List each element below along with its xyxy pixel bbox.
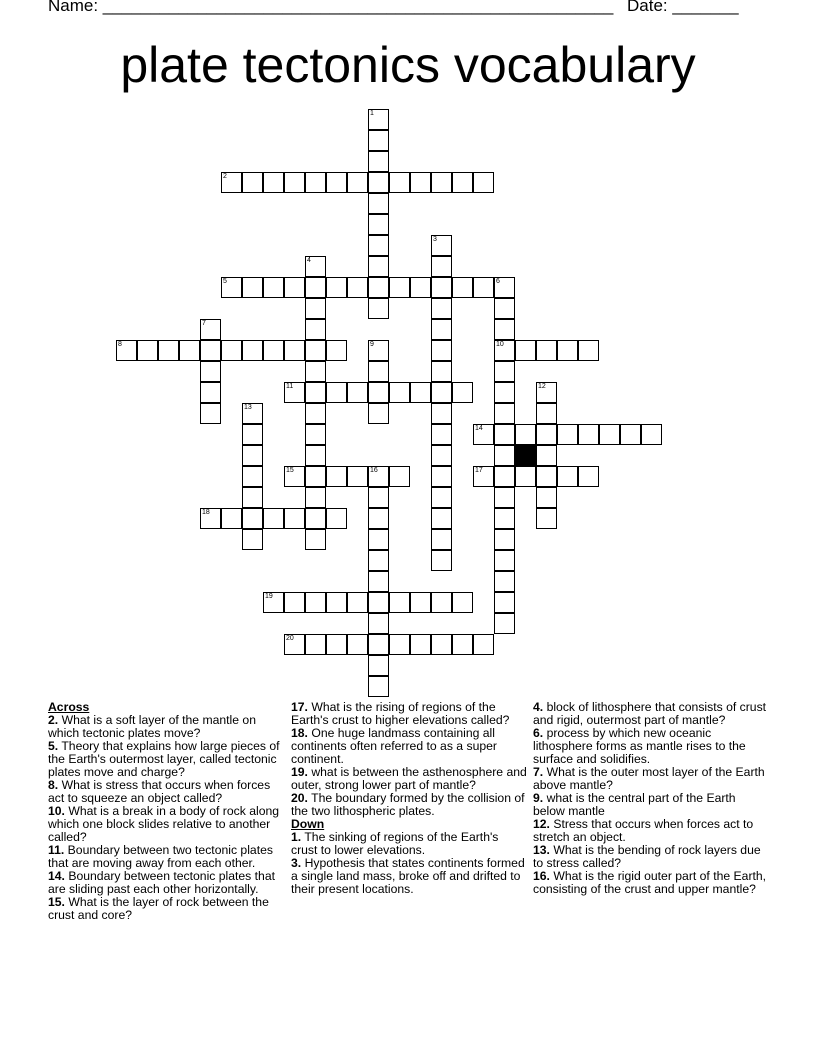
grid-cell[interactable] [452, 634, 473, 655]
grid-cell[interactable] [368, 403, 389, 424]
clue-number: 6. [533, 726, 544, 740]
grid-cell[interactable] [431, 382, 452, 403]
grid-cell[interactable] [578, 340, 599, 361]
grid-cell[interactable] [305, 277, 326, 298]
grid-cell[interactable] [641, 424, 662, 445]
grid-cell[interactable] [494, 340, 515, 361]
grid-cell[interactable] [242, 445, 263, 466]
grid-cell[interactable] [242, 529, 263, 550]
clue-number: 13. [533, 843, 550, 857]
clue-number: 20. [291, 791, 308, 805]
grid-cell[interactable] [326, 382, 347, 403]
grid-cell[interactable] [242, 340, 263, 361]
grid-cell[interactable] [221, 172, 242, 193]
grid-cell[interactable] [494, 487, 515, 508]
grid-cell[interactable] [410, 277, 431, 298]
grid-cell[interactable] [473, 466, 494, 487]
clue-across-5 [48, 740, 284, 779]
grid-cell[interactable] [347, 277, 368, 298]
grid-cell[interactable] [494, 277, 515, 298]
clues-column-3 [533, 701, 769, 896]
grid-cell[interactable] [389, 172, 410, 193]
grid-cell[interactable] [368, 277, 389, 298]
grid-cell[interactable] [305, 382, 326, 403]
grid-cell[interactable] [431, 592, 452, 613]
grid-cell[interactable] [557, 424, 578, 445]
grid-cell[interactable] [389, 277, 410, 298]
grid-cell[interactable] [368, 256, 389, 277]
grid-cell[interactable] [284, 466, 305, 487]
grid-cell[interactable] [305, 634, 326, 655]
clue-across-11 [48, 844, 284, 870]
grid-cell[interactable] [263, 592, 284, 613]
grid-cell[interactable] [242, 424, 263, 445]
cell-number: 1 [370, 110, 374, 117]
clue-text: The boundary formed by the collision of the two lithospheric plates. [291, 791, 525, 818]
grid-cell[interactable] [221, 277, 242, 298]
grid-cell[interactable] [515, 466, 536, 487]
grid-cell[interactable] [305, 256, 326, 277]
clue-across-14 [48, 870, 284, 896]
grid-cell[interactable] [536, 445, 557, 466]
grid-cell[interactable] [431, 424, 452, 445]
clue-number: 1. [291, 830, 302, 844]
grid-cell[interactable] [305, 508, 326, 529]
grid-cell[interactable] [599, 424, 620, 445]
grid-cell[interactable] [368, 214, 389, 235]
grid-cell[interactable] [578, 466, 599, 487]
clue-across-8 [48, 779, 284, 805]
clue-across-17 [291, 701, 527, 727]
cell-number: 15 [286, 467, 294, 474]
grid-cell[interactable] [452, 592, 473, 613]
clue-down-16 [533, 870, 769, 896]
grid-cell[interactable] [410, 172, 431, 193]
grid-cell[interactable] [368, 151, 389, 172]
cell-number: 8 [118, 341, 122, 348]
grid-cell[interactable] [431, 445, 452, 466]
grid-cell[interactable] [452, 172, 473, 193]
grid-cell[interactable] [200, 382, 221, 403]
grid-cell[interactable] [494, 571, 515, 592]
clue-text: What is the bending of rock layers due to stress called? [533, 843, 761, 870]
clues-column-1 [48, 701, 284, 922]
grid-cell[interactable] [305, 529, 326, 550]
grid-cell[interactable] [620, 424, 641, 445]
grid-cell[interactable] [179, 340, 200, 361]
grid-cell[interactable] [368, 613, 389, 634]
clue-number: 11. [48, 843, 65, 857]
grid-cell[interactable] [200, 508, 221, 529]
grid-cell[interactable] [389, 592, 410, 613]
grid-cell[interactable] [242, 466, 263, 487]
grid-cell[interactable] [473, 424, 494, 445]
grid-cell[interactable] [431, 466, 452, 487]
clue-number: 9. [533, 791, 544, 805]
grid-cell[interactable] [305, 361, 326, 382]
grid-cell[interactable] [431, 319, 452, 340]
cell-number: 20 [286, 635, 294, 642]
grid-cell[interactable] [116, 340, 137, 361]
clue-number: 4. [533, 700, 544, 714]
grid-cell[interactable] [368, 340, 389, 361]
grid-cell[interactable] [263, 508, 284, 529]
cell-number: 9 [370, 341, 374, 348]
grid-cell[interactable] [347, 466, 368, 487]
grid-cell[interactable] [263, 172, 284, 193]
clue-number: 3. [291, 856, 302, 870]
grid-cell[interactable] [242, 277, 263, 298]
grid-cell[interactable] [305, 172, 326, 193]
clue-number: 14. [48, 869, 65, 883]
grid-cell[interactable] [368, 529, 389, 550]
grid-cell[interactable] [494, 382, 515, 403]
grid-cell[interactable] [494, 508, 515, 529]
grid-cell[interactable] [305, 319, 326, 340]
grid-cell[interactable] [326, 634, 347, 655]
grid-cell[interactable] [431, 529, 452, 550]
grid-cell[interactable] [368, 634, 389, 655]
cell-number: 11 [286, 383, 294, 390]
grid-cell[interactable] [431, 361, 452, 382]
grid-cell[interactable] [368, 550, 389, 571]
clue-across-10 [48, 805, 284, 844]
clue-down-9 [533, 792, 769, 818]
cell-number: 7 [202, 320, 206, 327]
across-heading: Across [48, 700, 90, 714]
grid-cell[interactable] [536, 424, 557, 445]
clue-across-2 [48, 714, 284, 740]
clue-text: Stress that occurs when forces act to stretch an object. [533, 817, 754, 844]
clue-down-13 [533, 844, 769, 870]
grid-cell[interactable] [431, 277, 452, 298]
page-title: plate tectonics vocabulary [120, 37, 696, 93]
clue-down-12 [533, 818, 769, 844]
clue-down-4 [533, 701, 769, 727]
grid-cell[interactable] [536, 403, 557, 424]
cell-number: 4 [307, 257, 311, 264]
grid-cell[interactable] [284, 382, 305, 403]
cell-number: 18 [202, 509, 210, 516]
grid-cell[interactable] [389, 634, 410, 655]
clue-text: Boundary between two tectonic plates that are moving away from each other. [48, 843, 273, 870]
clue-text: block of lithosphere that consists of crust and rigid, outermost part of mantle? [533, 700, 767, 727]
clue-text: process by which new oceanic lithosphere forms as mantle rises to the surface and solidifies. [533, 726, 746, 766]
grid-cell[interactable] [515, 424, 536, 445]
grid-cell[interactable] [200, 361, 221, 382]
grid-cell[interactable] [305, 424, 326, 445]
grid-cell[interactable] [578, 424, 599, 445]
grid-cell[interactable] [431, 508, 452, 529]
clue-text: what is between the asthenosphere and outer, strong lower part of mantle? [291, 765, 527, 792]
grid-cell[interactable] [200, 319, 221, 340]
grid-cell[interactable] [368, 487, 389, 508]
grid-cell[interactable] [326, 466, 347, 487]
grid-cell[interactable] [494, 424, 515, 445]
grid-cell[interactable] [431, 172, 452, 193]
grid-cell[interactable] [368, 172, 389, 193]
grid-cell[interactable] [326, 340, 347, 361]
grid-cell[interactable] [242, 487, 263, 508]
cell-number: 16 [370, 467, 378, 474]
grid-cell[interactable] [494, 298, 515, 319]
clue-down-7 [533, 766, 769, 792]
grid-cell[interactable] [284, 592, 305, 613]
grid-cell[interactable] [284, 172, 305, 193]
grid-cell[interactable] [326, 508, 347, 529]
grid-cell[interactable] [326, 592, 347, 613]
grid-cell[interactable] [515, 340, 536, 361]
clue-text: What is the rigid outer part of the Earth, consisting of the crust and upper mantle? [533, 869, 767, 896]
grid-cell[interactable] [347, 172, 368, 193]
cell-number: 2 [223, 173, 227, 180]
grid-cell[interactable] [305, 466, 326, 487]
grid-cell[interactable] [305, 403, 326, 424]
grid-cell[interactable] [305, 298, 326, 319]
clue-text: The sinking of regions of the Earth's crust to lower elevations. [291, 830, 499, 857]
clue-down-6 [533, 727, 769, 766]
grid-cell[interactable] [368, 361, 389, 382]
grid-cell[interactable] [494, 592, 515, 613]
clue-text: What is the outer most layer of the Earth above mantle? [533, 765, 765, 792]
grid-cell[interactable] [305, 340, 326, 361]
clue-text: Theory that explains how large pieces of the Earth's outermost layer, called tectonic plates move and charge? [48, 739, 280, 779]
clue-down-3 [291, 857, 527, 896]
grid-cell[interactable] [431, 235, 452, 256]
name-field-label[interactable]: Name: ______________________________________________________ [48, 0, 614, 15]
grid-cell[interactable] [347, 382, 368, 403]
grid-cell[interactable] [431, 634, 452, 655]
clue-number: 19. [291, 765, 308, 779]
grid-cell[interactable] [368, 298, 389, 319]
grid-cell[interactable] [536, 382, 557, 403]
clue-number: 18. [291, 726, 308, 740]
grid-cell[interactable] [263, 277, 284, 298]
clue-across-19 [291, 766, 527, 792]
grid-cell[interactable] [431, 298, 452, 319]
grid-cell[interactable] [242, 172, 263, 193]
clue-number: 17. [291, 700, 308, 714]
grid-cell[interactable] [431, 550, 452, 571]
grid-cell[interactable] [431, 403, 452, 424]
grid-cell[interactable] [536, 487, 557, 508]
grid-cell[interactable] [494, 550, 515, 571]
clue-number: 12. [533, 817, 550, 831]
clue-number: 10. [48, 804, 65, 818]
grid-cell[interactable] [557, 466, 578, 487]
grid-cell[interactable] [368, 508, 389, 529]
grid-cell[interactable] [263, 340, 284, 361]
grid-cell[interactable] [284, 340, 305, 361]
grid-cell[interactable] [305, 592, 326, 613]
clue-number: 2. [48, 713, 59, 727]
grid-cell[interactable] [389, 466, 410, 487]
cell-number: 3 [433, 236, 437, 243]
clue-across-20 [291, 792, 527, 818]
cell-number: 6 [496, 278, 500, 285]
grid-cell[interactable] [389, 382, 410, 403]
clue-number: 5. [48, 739, 59, 753]
cell-number: 13 [244, 404, 252, 411]
grid-cell[interactable] [368, 466, 389, 487]
cell-number: 14 [475, 425, 483, 432]
grid-cell[interactable] [431, 340, 452, 361]
grid-cell[interactable] [473, 172, 494, 193]
clue-text: What is stress that occurs when forces act to squeeze an object called? [48, 778, 271, 805]
clue-text: What is a soft layer of the mantle on which tectonic plates move? [48, 713, 256, 740]
grid-cell[interactable] [410, 634, 431, 655]
grid-cell[interactable] [494, 529, 515, 550]
clue-text: Boundary between tectonic plates that are sliding past each other horizontally. [48, 869, 275, 896]
grid-cell[interactable] [368, 193, 389, 214]
grid-cell[interactable] [305, 487, 326, 508]
cell-number: 5 [223, 278, 227, 285]
grid-cell[interactable] [536, 340, 557, 361]
grid-cell[interactable] [494, 361, 515, 382]
grid-cell[interactable] [473, 277, 494, 298]
grid-cell[interactable] [494, 445, 515, 466]
grid-cell[interactable] [494, 403, 515, 424]
grid-cell[interactable] [347, 634, 368, 655]
clue-text: Hypothesis that states continents formed a single land mass, broke off and drifted to their present locations. [291, 856, 525, 896]
clue-number: 7. [533, 765, 544, 779]
grid-cell[interactable] [368, 130, 389, 151]
cell-number: 12 [538, 383, 546, 390]
clue-across-18 [291, 727, 527, 766]
grid-cell[interactable] [494, 466, 515, 487]
clues-column-2 [291, 701, 527, 896]
cell-number: 10 [496, 341, 504, 348]
grid-cell[interactable] [200, 403, 221, 424]
grid-cell[interactable] [494, 613, 515, 634]
clue-text: What is the rising of regions of the Earth's crust to higher elevations called? [291, 700, 510, 727]
clue-across-15 [48, 896, 284, 922]
grid-cell[interactable] [284, 634, 305, 655]
grid-cell[interactable] [137, 340, 158, 361]
grid-cell[interactable] [368, 382, 389, 403]
grid-cell[interactable] [494, 319, 515, 340]
grid-cell[interactable] [326, 277, 347, 298]
grid-cell[interactable] [200, 340, 221, 361]
grid-cell[interactable] [473, 634, 494, 655]
grid-cell[interactable] [452, 277, 473, 298]
grid-block [515, 445, 536, 466]
grid-cell[interactable] [368, 655, 389, 676]
grid-cell[interactable] [410, 382, 431, 403]
clue-number: 15. [48, 895, 65, 909]
grid-cell[interactable] [284, 277, 305, 298]
grid-cell[interactable] [242, 403, 263, 424]
clue-text: what is the central part of the Earth below mantle [533, 791, 736, 818]
clue-number: 16. [533, 869, 550, 883]
grid-cell[interactable] [284, 508, 305, 529]
cell-number: 17 [475, 467, 483, 474]
grid-cell[interactable] [368, 235, 389, 256]
grid-cell[interactable] [368, 109, 389, 130]
grid-cell[interactable] [221, 340, 242, 361]
grid-cell[interactable] [452, 382, 473, 403]
clue-text: What is a break in a body of rock along which one block slides relative to another called? [48, 804, 280, 844]
cell-number: 19 [265, 593, 273, 600]
grid-cell[interactable] [431, 487, 452, 508]
grid-cell[interactable] [326, 172, 347, 193]
grid-cell[interactable] [410, 592, 431, 613]
grid-cell[interactable] [368, 676, 389, 697]
grid-cell[interactable] [347, 592, 368, 613]
grid-cell[interactable] [536, 508, 557, 529]
grid-cell[interactable] [368, 571, 389, 592]
clue-down-1 [291, 831, 527, 857]
grid-cell[interactable] [431, 256, 452, 277]
grid-cell[interactable] [221, 508, 242, 529]
date-field-label[interactable]: Date: _______ [627, 0, 739, 15]
grid-cell[interactable] [536, 466, 557, 487]
grid-cell[interactable] [305, 445, 326, 466]
grid-cell[interactable] [557, 340, 578, 361]
clue-number: 8. [48, 778, 59, 792]
clue-text: What is the layer of rock between the crust and core? [48, 895, 269, 922]
grid-cell[interactable] [368, 592, 389, 613]
grid-cell[interactable] [242, 508, 263, 529]
grid-cell[interactable] [158, 340, 179, 361]
clue-text: One huge landmass containing all continents often referred to as a super continent. [291, 726, 497, 766]
down-heading: Down [291, 817, 325, 831]
